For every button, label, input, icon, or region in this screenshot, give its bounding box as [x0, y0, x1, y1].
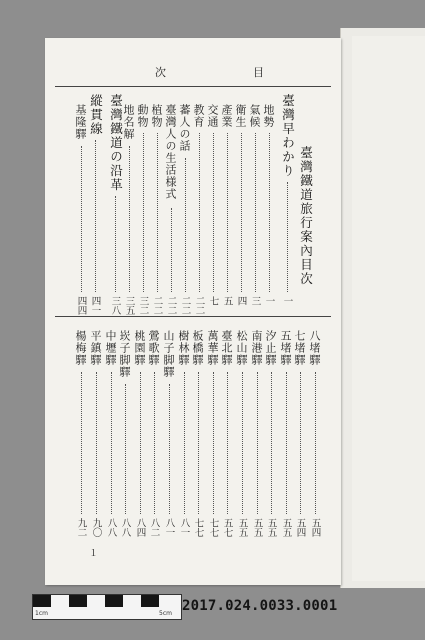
toc-leader-dots: [199, 133, 200, 292]
toc-entry-label: 教育: [192, 104, 205, 128]
station-page-number: 九〇: [90, 518, 102, 537]
station-label: 鶯歌驛: [147, 330, 160, 366]
station-page-number: 五五: [236, 518, 248, 537]
toc-entry-label: 縱貫線: [88, 94, 104, 136]
toc-leader-dots: [241, 133, 242, 292]
toc-page-number: 四四: [75, 296, 87, 315]
toc-page-number: 二二: [165, 296, 177, 315]
ruler-right-label: 5cm: [159, 610, 172, 617]
station-page-number: 八八: [119, 518, 131, 537]
station-label: 平鎮驛: [89, 330, 102, 366]
running-header: [55, 64, 330, 82]
station-label: 樹林驛: [177, 330, 190, 366]
station-page-number: 五五: [280, 518, 292, 537]
station-label: 八堵驛: [308, 330, 321, 366]
station-page-number: 五四: [309, 518, 321, 537]
toc-leader-dots: [185, 158, 186, 292]
station-label: 桃園驛: [133, 330, 146, 366]
toc-leader-dots: [184, 372, 185, 515]
ruler-cell: [123, 595, 141, 607]
toc-leader-dots: [213, 133, 214, 292]
toc-entry-label: 蕃人の話: [178, 104, 191, 152]
toc-leader-dots: [315, 372, 316, 515]
toc-page-number: 一: [263, 296, 275, 306]
toc-leader-dots: [125, 384, 126, 514]
toc-entry-label: 臺灣人の生活様式: [164, 104, 177, 200]
toc-leader-dots: [227, 372, 228, 515]
station-label: 南港驛: [250, 330, 263, 366]
toc-page-number: 四: [235, 296, 247, 306]
toc-leader-dots: [213, 372, 214, 515]
ruler-cell: [105, 595, 123, 607]
station-page-number: 八二: [148, 518, 160, 537]
toc-leader-dots: [242, 372, 243, 515]
contents-page: [45, 38, 341, 585]
station-page-number: 八八: [105, 518, 117, 537]
toc-leader-dots: [227, 133, 228, 292]
ruler-cell: [87, 595, 105, 607]
toc-leader-dots: [287, 182, 288, 292]
station-page-number: 九二: [75, 518, 87, 537]
toc-entry-label: 產業: [220, 104, 233, 128]
station-label: 中壢驛: [104, 330, 117, 366]
station-page-number: 八一: [178, 518, 190, 537]
color-scale-ruler: [32, 594, 182, 620]
toc-leader-dots: [96, 372, 97, 515]
station-label: 萬華驛: [206, 330, 219, 366]
toc-page-number: 三: [249, 296, 261, 306]
toc-page-number: 五: [221, 296, 233, 306]
station-label: 汐止驛: [264, 330, 277, 366]
book-title: 臺灣鐵道旅行案內目次: [298, 146, 314, 286]
ruler-cell: [33, 595, 51, 607]
station-label: 五堵驛: [279, 330, 292, 366]
header-left-char: 次: [155, 66, 166, 79]
footer-mark: １: [89, 549, 99, 559]
ruler-cell: [141, 595, 159, 607]
station-label: 山子脚驛: [162, 330, 175, 378]
ruler-cell: [159, 595, 177, 607]
toc-entry-label: 交通: [206, 104, 219, 128]
station-label: 松山驛: [235, 330, 248, 366]
toc-leader-dots: [81, 372, 82, 515]
station-page-number: 八四: [134, 518, 146, 537]
toc-page-number: 三二: [137, 296, 149, 315]
station-page-number: 七七: [207, 518, 219, 537]
facing-page: [352, 36, 425, 581]
station-page-number: 五五: [251, 518, 263, 537]
toc-page-number: 一: [281, 296, 293, 306]
ruler-left-label: 1cm: [35, 610, 48, 617]
section-rule: [55, 316, 331, 317]
station-label: 崁子脚驛: [118, 330, 131, 378]
toc-leader-dots: [198, 372, 199, 515]
toc-page-number: 二二: [193, 296, 205, 315]
toc-entry-label: 臺灣鐵道の沿革: [108, 94, 124, 192]
toc-leader-dots: [111, 372, 112, 515]
station-page-number: 五五: [265, 518, 277, 537]
header-rule: [55, 86, 331, 87]
toc-leader-dots: [95, 140, 96, 292]
toc-leader-dots: [255, 133, 256, 292]
toc-leader-dots: [140, 372, 141, 515]
toc-leader-dots: [269, 133, 270, 292]
toc-leader-dots: [154, 372, 155, 515]
toc-page-number: 二二: [151, 296, 163, 315]
toc-leader-dots: [115, 196, 116, 292]
toc-page-number: 三八: [109, 296, 121, 315]
toc-leader-dots: [169, 384, 170, 514]
toc-page-number: 四一: [89, 296, 101, 315]
toc-entry-label: 基隆驛: [74, 104, 87, 140]
station-page-number: 五四: [294, 518, 306, 537]
toc-page-number: 二二: [179, 296, 191, 315]
toc-leader-dots: [143, 133, 144, 292]
toc-entry-label: 地名解: [122, 104, 135, 140]
ruler-cell: [69, 595, 87, 607]
station-page-number: 七七: [192, 518, 204, 537]
toc-entry-label: 地勢: [262, 104, 275, 128]
catalog-number: 2017.024.0033.0001: [182, 598, 338, 614]
station-label: 楊梅驛: [74, 330, 87, 366]
toc-entry-label: 衛生: [234, 104, 247, 128]
toc-leader-dots: [257, 372, 258, 515]
toc-entry-label: 動物: [136, 104, 149, 128]
toc-leader-dots: [300, 372, 301, 515]
toc-entry-label: 氣候: [248, 104, 261, 128]
station-label: 七堵驛: [293, 330, 306, 366]
toc-leader-dots: [286, 372, 287, 515]
toc-entry-label: 臺灣早わかり: [280, 94, 296, 178]
toc-leader-dots: [157, 133, 158, 292]
toc-page-number: 三五: [123, 296, 135, 315]
station-page-number: 八一: [163, 518, 175, 537]
header-right-char: 目: [253, 66, 264, 79]
toc-page-number: 七: [207, 296, 219, 306]
station-label: 板橋驛: [191, 330, 204, 366]
toc-leader-dots: [171, 208, 172, 292]
station-label: 臺北驛: [220, 330, 233, 366]
toc-leader-dots: [271, 372, 272, 515]
ruler-cell: [51, 595, 69, 607]
toc-entry-label: 植物: [150, 104, 163, 128]
toc-leader-dots: [129, 146, 130, 293]
toc-leader-dots: [81, 146, 82, 293]
station-page-number: 五七: [221, 518, 233, 537]
